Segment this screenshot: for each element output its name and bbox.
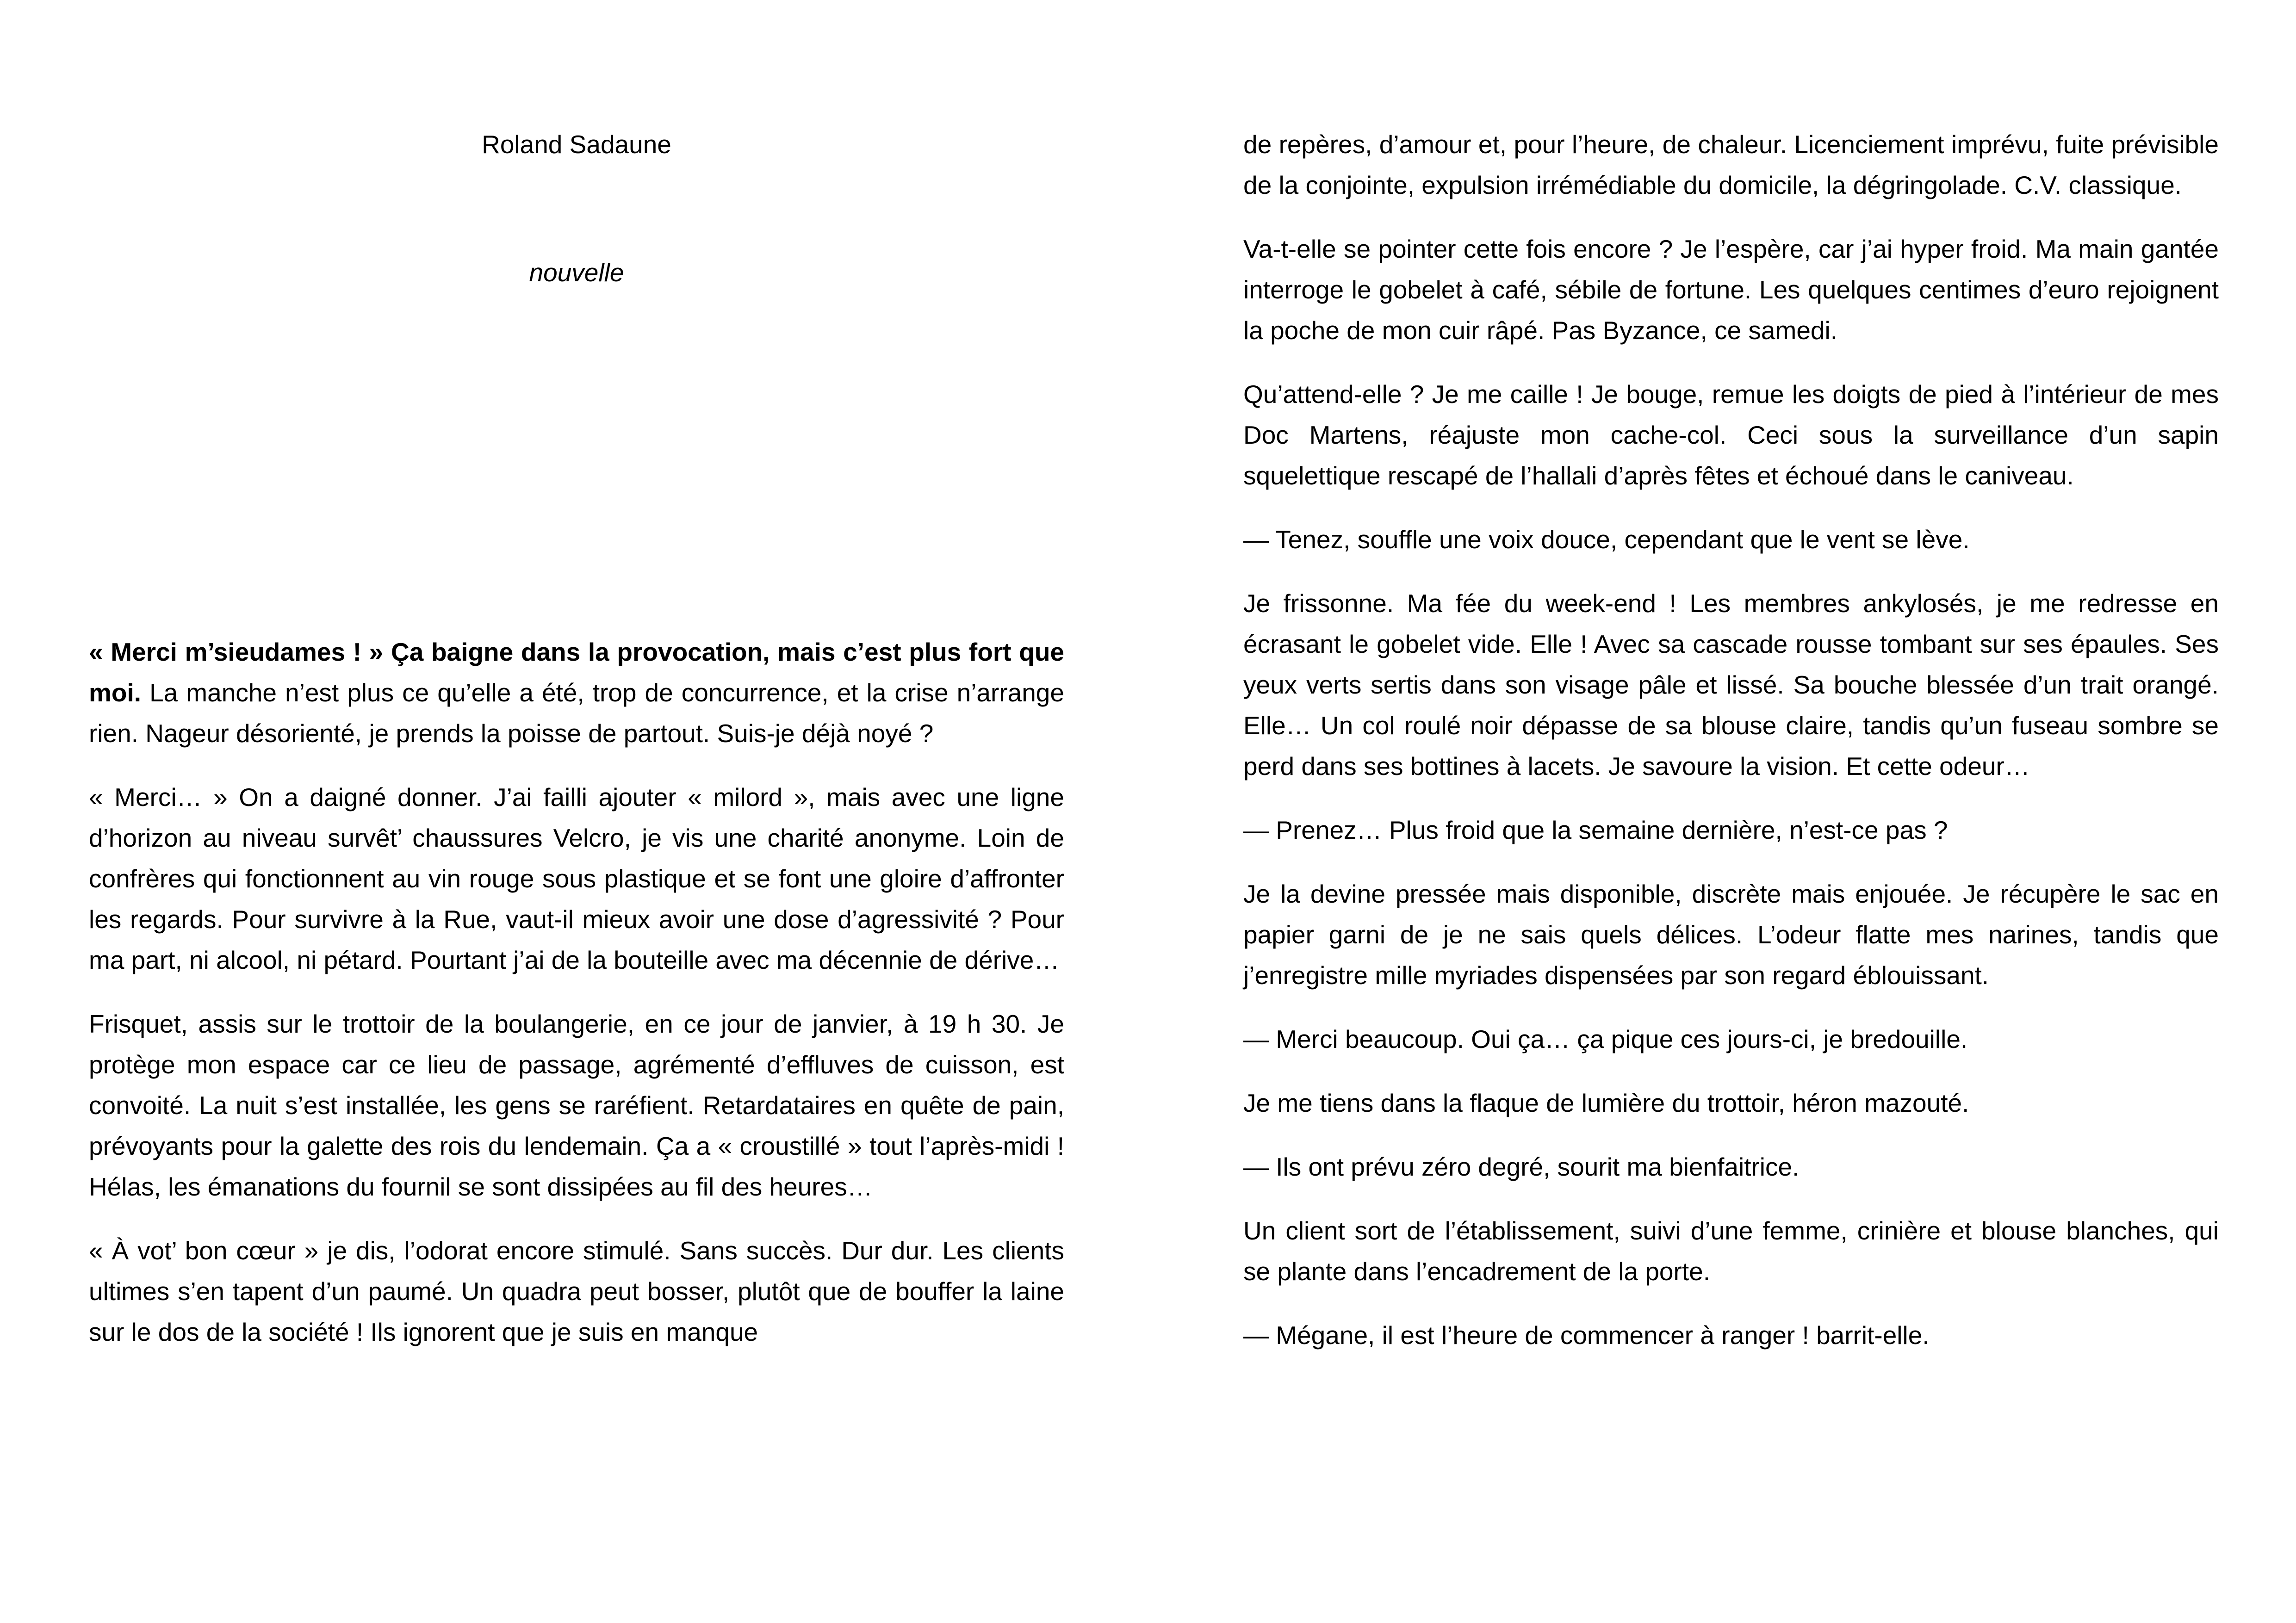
- author-name: Roland Sadaune: [482, 130, 671, 159]
- paragraph: — Mégane, il est l’heure de commencer à ranger ! barrit-elle.: [1243, 1321, 1930, 1350]
- paragraph: Frisquet, assis sur le trottoir de la boulangerie, en ce jour de janvier, à 19 h 30. Je protège mon espace car ce lieu de passage, agrémenté d’effluves de cuisson, est convoité. La nuit s’est installée, les gens se raréfient. Retardataires en quête de pain, prévoyants pour la galette des rois du lendemain. Ça a « croustillé » tout l’après-midi ! Hélas, les émanations du fournil se sont dissipées au fil des heures…: [89, 1010, 1064, 1201]
- opening-text: La manche n’est plus ce qu’elle a été, trop de concurrence, et la crise n’arrange rien. Nageur désorienté, je prends la poisse de partout. Suis-je déjà noyé ?: [89, 678, 1064, 748]
- opening-bold-text: « Merci m’sieudames ! » Ça baigne dans la provocation, mais c’est plus fort que moi.: [89, 638, 1064, 707]
- paragraph: Un client sort de l’établissement, suivi d’une femme, crinière et blouse blanches, qui se plante dans l’encadrement de la porte.: [1243, 1216, 2219, 1286]
- paragraph: Va-t-elle se pointer cette fois encore ? Je l’espère, car j’ai hyper froid. Ma main gantée interroge le gobelet à café, sébile de fortune. Les quelques centimes d’euro rejoignent la poche de mon cuir râpé. Pas Byzance, ce samedi.: [1243, 235, 2219, 345]
- paragraph: Qu’attend-elle ? Je me caille ! Je bouge, remue les doigts de pied à l’intérieur de mes Doc Martens, réajuste mon cache-col. Ceci sous la surveillance d’un sapin squelettique rescapé de l’hallali d’après fêtes et échoué dans le caniveau.: [1243, 380, 2219, 490]
- left-text-column: [89, 632, 1064, 1375]
- right-page: [1148, 0, 2296, 1623]
- paragraph: de repères, d’amour et, pour l’heure, de chaleur. Licenciement imprévu, fuite prévisible de la conjointe, expulsion irrémédiable du domicile, la dégringolade. C.V. classique.: [1243, 130, 2219, 199]
- paragraph: — Ils ont prévu zéro degré, sourit ma bienfaitrice.: [1243, 1152, 1800, 1181]
- paragraph: — Tenez, souffle une voix douce, cependant que le vent se lève.: [1243, 525, 1970, 554]
- paragraph: Je la devine pressée mais disponible, discrète mais enjouée. Je récupère le sac en papier garni de je ne sais quels délices. L’odeur flatte mes narines, tandis que j’enregistre mille myriades dispensées par son regard éblouissant.: [1243, 880, 2219, 990]
- genre-label: nouvelle: [529, 258, 624, 287]
- paragraph: — Prenez… Plus froid que la semaine dernière, n’est-ce pas ?: [1243, 816, 1948, 844]
- paragraph: « Merci… » On a daigné donner. J’ai failli ajouter « milord », mais avec une ligne d’horizon au niveau survêt’ chaussures Velcro, je vis une charité anonyme. Loin de confrères qui fonctionnent au vin rouge sous plastique et se font une gloire d’affronter les regards. Pour survivre à la Rue, vaut-il mieux avoir une dose d’agressivité ? Pour ma part, ni alcool, ni pétard. Pourtant j’ai de la bouteille avec ma décennie de dérive…: [89, 783, 1064, 974]
- paragraph: Je me tiens dans la flaque de lumière du trottoir, héron mazouté.: [1243, 1089, 1969, 1117]
- right-text-column: [1243, 124, 2219, 1379]
- paragraph: — Merci beaucoup. Oui ça… ça pique ces jours-ci, je bredouille.: [1243, 1025, 1968, 1053]
- paragraph: « À vot’ bon cœur » je dis, l’odorat encore stimulé. Sans succès. Dur dur. Les clients ultimes s’en tapent d’un paumé. Un quadra peut bosser, plutôt que de bouffer la laine sur le dos de la société ! Ils ignorent que je suis en manque: [89, 1236, 1064, 1346]
- paragraph: Je frissonne. Ma fée du week-end ! Les membres ankylosés, je me redresse en écrasant le gobelet vide. Elle ! Avec sa cascade rousse tombant sur ses épaules. Ses yeux verts sertis dans son visage pâle et lissé. Sa bouche blessée d’un trait orangé. Elle… Un col roulé noir dépasse de sa blouse claire, tandis qu’un fuseau sombre se perd dans ses bottines à lacets. Je savoure la vision. Et cette odeur…: [1243, 589, 2219, 781]
- paragraph: [89, 632, 1064, 754]
